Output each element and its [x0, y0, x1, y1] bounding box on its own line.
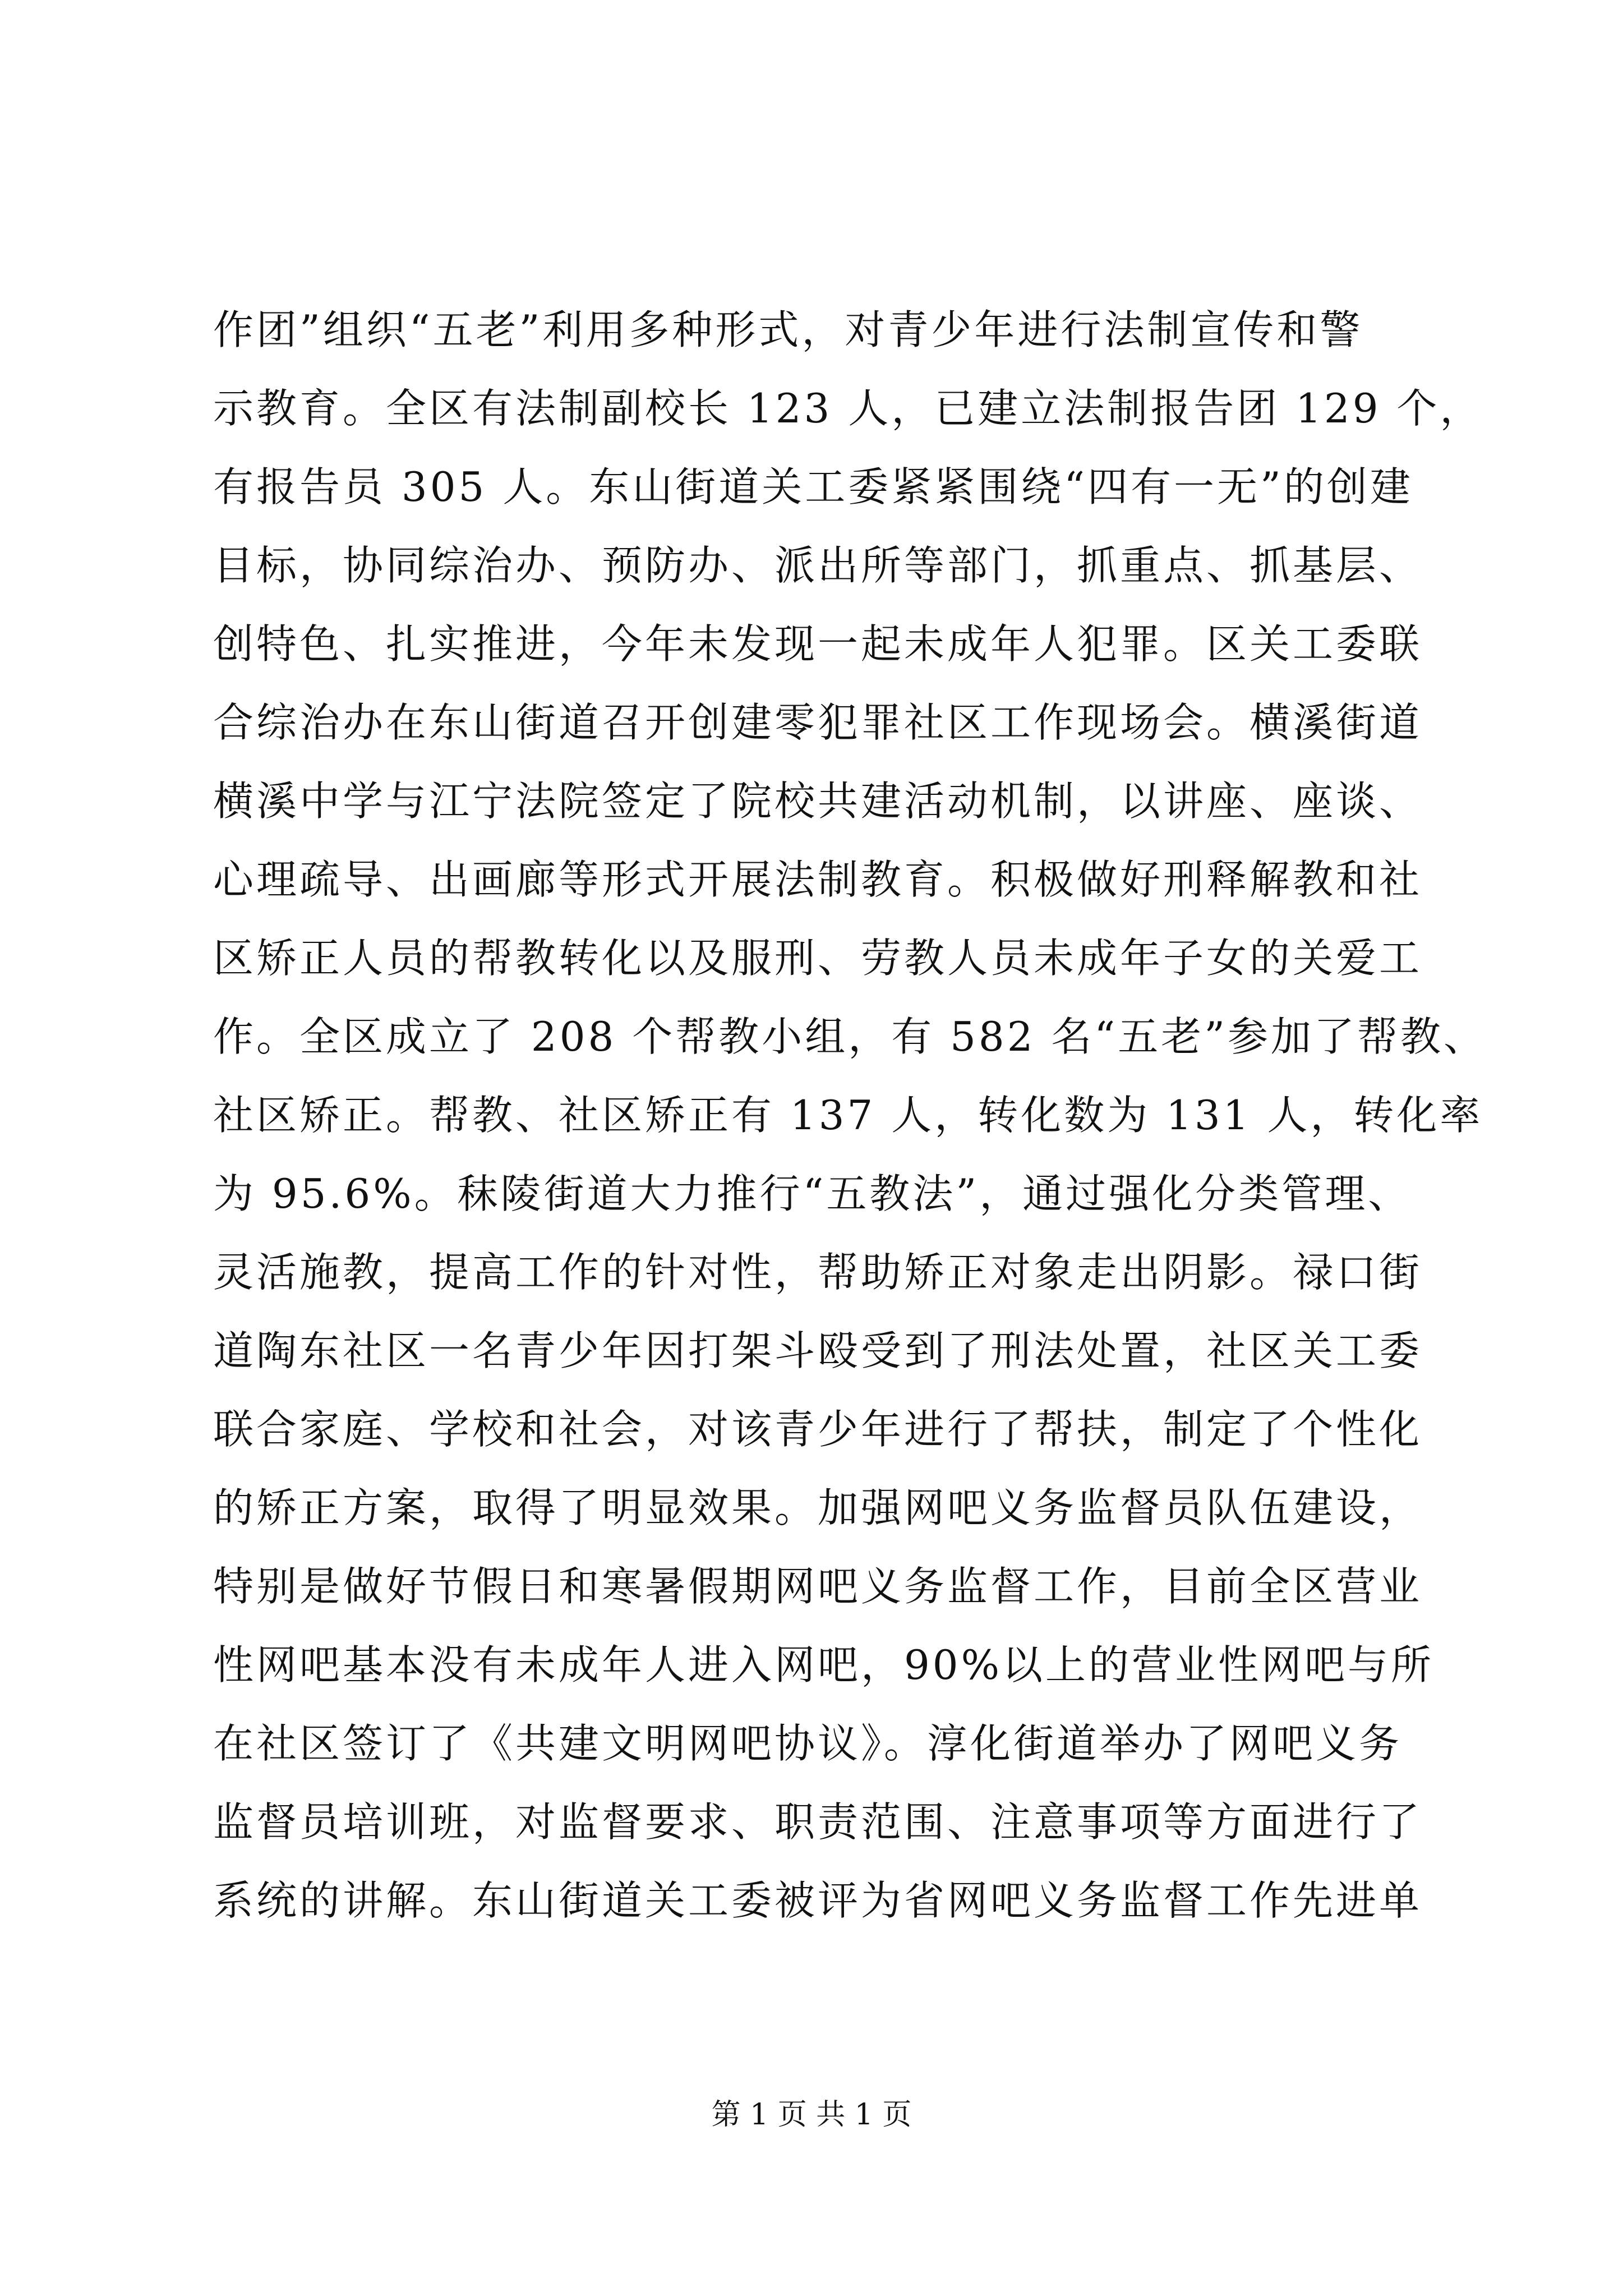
text-line: 社区矫正。帮教、社区矫正有 137 人，转化数为 131 人，转化率 — [213, 1092, 1483, 1139]
text-line: 合综治办在东山街道召开创建零犯罪社区工作现场会。横溪街道 — [213, 699, 1423, 746]
text-line: 有报告员 305 人。东山街道关工委紧紧围绕“四有一无”的创建 — [213, 463, 1413, 510]
page-number-footer: 第 1 页 共 1 页 — [711, 2098, 912, 2132]
text-line: 性网吧基本没有未成年人进入网吧，90%以上的营业性网吧与所 — [213, 1641, 1435, 1688]
text-line: 目标，协同综治办、预防办、派出所等部门，抓重点、抓基层、 — [213, 542, 1423, 589]
text-line: 灵活施教，提高工作的针对性，帮助矫正对象走出阴影。禄口街 — [213, 1249, 1423, 1296]
text-line: 监督员培训班，对监督要求、职责范围、注意事项等方面进行了 — [213, 1798, 1423, 1846]
text-line: 为 95.6%。秣陵街道大力推行“五教法”，通过强化分类管理、 — [213, 1170, 1412, 1217]
text-line: 的矫正方案，取得了明显效果。加强网吧义务监督员队伍建设， — [213, 1484, 1423, 1531]
text-line: 道陶东社区一名青少年因打架斗殴受到了刑法处置，社区关工委 — [213, 1327, 1423, 1374]
text-line: 特别是做好节假日和寒暑假期网吧义务监督工作，目前全区营业 — [213, 1563, 1423, 1610]
text-line: 横溪中学与江宁法院签定了院校共建活动机制，以讲座、座谈、 — [213, 777, 1423, 825]
text-line: 作。全区成立了 208 个帮教小组，有 582 名“五老”参加了帮教、 — [213, 1013, 1487, 1060]
text-line: 创特色、扎实推进，今年未发现一起未成年人犯罪。区关工委联 — [213, 620, 1423, 668]
text-line: 示教育。全区有法制副校长 123 人，已建立法制报告团 129 个， — [213, 385, 1483, 432]
text-line: 在社区签订了《共建文明网吧协议》。淳化街道举办了网吧义务 — [213, 1720, 1403, 1767]
text-line: 联合家庭、学校和社会，对该青少年进行了帮扶，制定了个性化 — [213, 1406, 1423, 1453]
text-line: 区矫正人员的帮教转化以及服刑、劳教人员未成年子女的关爱工 — [213, 935, 1423, 982]
text-line: 系统的讲解。东山街道关工委被评为省网吧义务监督工作先进单 — [213, 1877, 1423, 1924]
body-paragraph — [213, 291, 1487, 1940]
text-line: 心理疏导、出画廊等形式开展法制教育。积极做好刑释解教和社 — [213, 856, 1423, 903]
text-line: 作团”组织“五老”利用多种形式，对青少年进行法制宣传和警 — [213, 306, 1363, 353]
